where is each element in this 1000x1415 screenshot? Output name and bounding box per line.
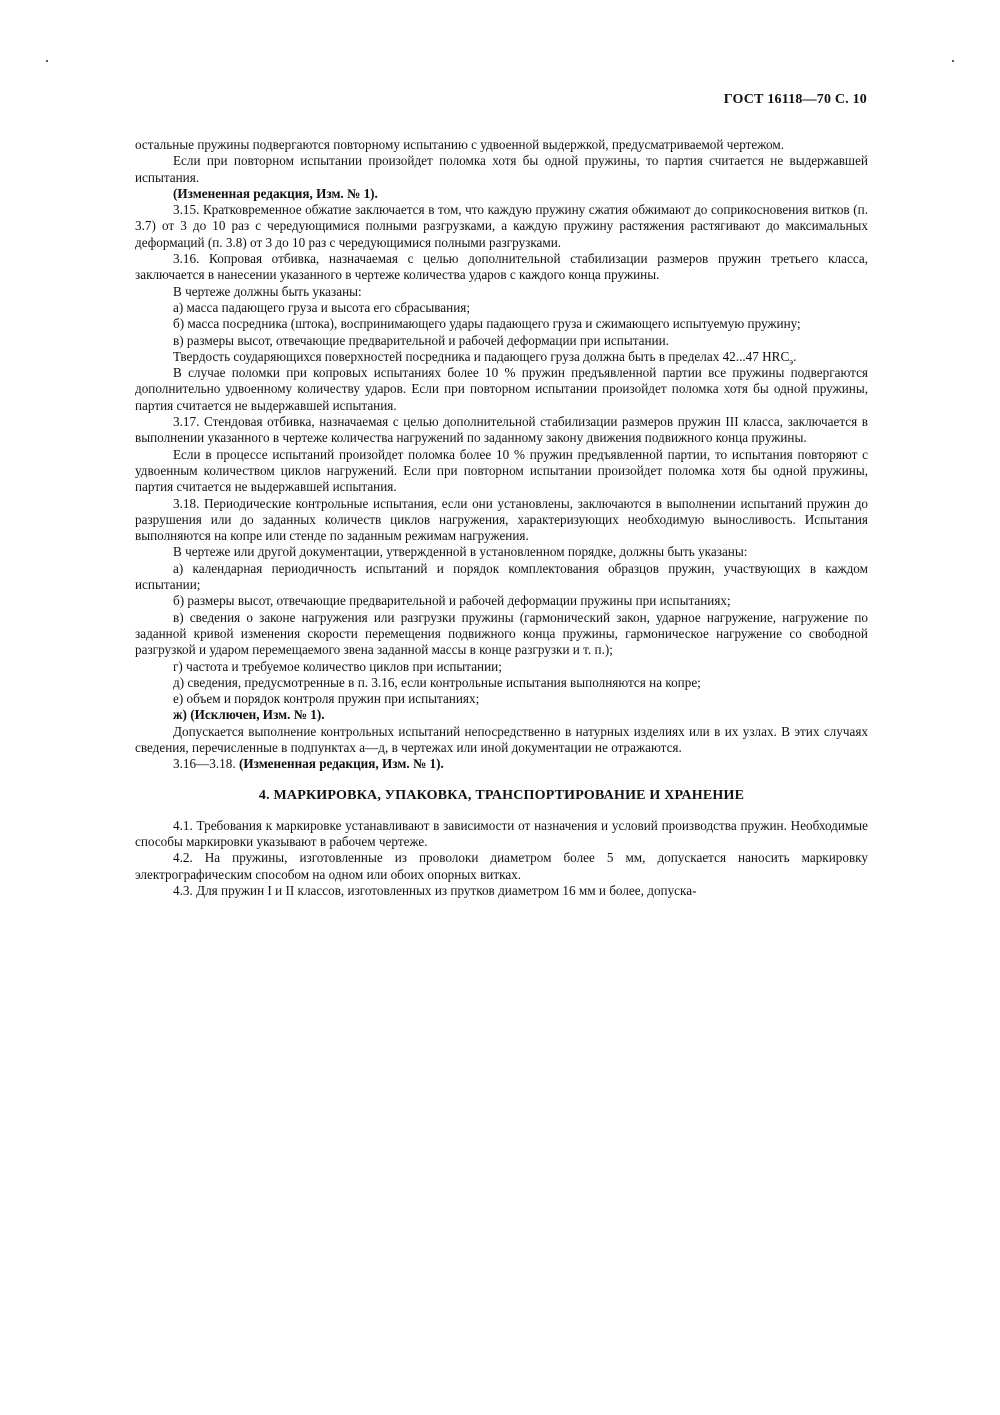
hardness-subscript: э bbox=[789, 356, 794, 367]
list-item: в) размеры высот, отвечающие предварительной и рабочей деформации при испытании. bbox=[173, 332, 669, 348]
clause-3-16: 3.16. Копровая отбивка, назначаемая с целью дополнительной стабилизации размеров пружин третьего класса, заключается в нанесении указанного в чертеже количества ударов с каждого конца пружины. bbox=[135, 251, 868, 283]
clause-4-2: 4.2. На пружины, изготовленные из проволоки диаметром более 5 мм, допускается наносить маркировку электрографическим способом на одном или обоих опорных витках. bbox=[135, 850, 868, 882]
list-item: а) календарная периодичность испытаний и порядок комплектования образцов пружин, участвующих в каждом испытании; bbox=[135, 560, 868, 593]
paragraph: Если при повторном испытании произойдет поломка хотя бы одной пружины, то партия считается не выдержавшей испытания. bbox=[135, 153, 868, 185]
section-title: 4. МАРКИРОВКА, УПАКОВКА, ТРАНСПОРТИРОВАНИЕ И ХРАНЕНИЕ bbox=[258, 787, 745, 803]
paragraph: В случае поломки при копровых испытаниях более 10 % пружин предъявленной партии все пружины подвергаются дополнительно удвоенному количеству ударов. Если при повторном испытании произойдет поломка хотя бы одной пружины, партия считается не выдержавшей испытания. bbox=[135, 365, 868, 413]
list-item: б) размеры высот, отвечающие предварительной и рабочей деформации пружины при испытаниях; bbox=[173, 593, 731, 609]
document-body bbox=[135, 137, 868, 899]
clause-4-1: 4.1. Требования к маркировке устанавливают в зависимости от назначения и условий производства пружин. Необходимые способы маркировки указывают в рабочем чертеже. bbox=[135, 817, 868, 850]
list-item: ж) (Исключен, Изм. № 1). bbox=[173, 707, 325, 723]
list-item: а) масса падающего груза и высота его сбрасывания; bbox=[173, 299, 471, 315]
scan-mark-right bbox=[952, 60, 954, 62]
paragraph: Допускается выполнение контрольных испытаний непосредственно в натурных изделиях или в их узлах. В этих случаях сведения, перечисленные в подпунктах а—д, в чертежах или иной документации не отражаются. bbox=[135, 723, 868, 755]
amendment-note: (Измененная редакция, Изм. № 1). bbox=[173, 185, 378, 201]
list-item: в) сведения о законе нагружения или разгрузки пружины (гармонический закон, ударное нагружение, нагружение по заданной кривой изменения скорости перемещения подвижного конца пружины, гармоническое нагружение со свободной разгрузкой и ударом перемещаемого звена заданной массы в конце разгрузки и т. п.); bbox=[135, 609, 868, 658]
clause-3-15: 3.15. Кратковременное обжатие заключается в том, что каждую пружину сжатия обжимают до соприкосновения витков (п. 3.7) от 3 до 10 раз с чередующимися полными разгрузками, а каждую пружину растяжения растягивают до максимальных деформаций (п. 3.8) от 3 до 10 раз с чередующимися полными разгрузками. bbox=[135, 202, 868, 250]
clause-range: 3.16—3.18. bbox=[173, 756, 236, 772]
hardness-text: Твердость соударяющихся поверхностей посредника и падающего груза должна быть в пределах 42...47 HRC bbox=[173, 348, 790, 364]
clause-3-17: 3.17. Стендовая отбивка, назначаемая с целью дополнительной стабилизации размеров пружин III класса, заключается в выполнении указанного в чертеже количества нагружений по заданному закону движения подвижного конца пружины. bbox=[135, 414, 868, 446]
list-item: д) сведения, предусмотренные в п. 3.16, если контрольные испытания выполняются на копре; bbox=[173, 674, 701, 690]
hardness-end: . bbox=[793, 348, 797, 364]
scan-mark-left bbox=[46, 60, 48, 62]
paragraph: В чертеже должны быть указаны: bbox=[173, 283, 362, 299]
paragraph: В чертеже или другой документации, утвержденной в установленном порядке, должны быть указаны: bbox=[173, 544, 748, 560]
list-item: г) частота и требуемое количество циклов при испытании; bbox=[173, 658, 502, 674]
clause-4-3: 4.3. Для пружин I и II классов, изготовленных из прутков диаметром 16 мм и более, допуска- bbox=[173, 883, 697, 899]
list-item: е) объем и порядок контроля пружин при испытаниях; bbox=[173, 691, 480, 707]
paragraph: остальные пружины подвергаются повторному испытанию с удвоенной выдержкой, предусматриваемой чертежом. bbox=[135, 137, 785, 152]
hardness-paragraph bbox=[135, 349, 868, 365]
amendment-note: (Измененная редакция, Изм. № 1). bbox=[238, 756, 444, 772]
list-item: б) масса посредника (штока), воспринимающего удары падающего груза и сжимающего испытуемую пружину; bbox=[173, 316, 801, 332]
page-header: ГОСТ 16118—70 С. 10 bbox=[723, 92, 867, 107]
amendment-summary bbox=[135, 756, 868, 772]
paragraph: Если в процессе испытаний произойдет поломка более 10 % пружин предъявленной партии, то испытания повторяют с удвоенным количеством циклов нагружений. Если при повторном испытании произойдет поломка хотя бы одной пружины, партия считается не выдержавшей испытания. bbox=[135, 446, 868, 495]
clause-3-18: 3.18. Периодические контрольные испытания, если они установлены, заключаются в выполнении испытаний пружин до разрушения или до заданных количеств циклов нагружения, характеризующих необходимую выносливость. Испытания выполняются на копре или стенде по заданным режимам нагружения. bbox=[135, 495, 868, 544]
